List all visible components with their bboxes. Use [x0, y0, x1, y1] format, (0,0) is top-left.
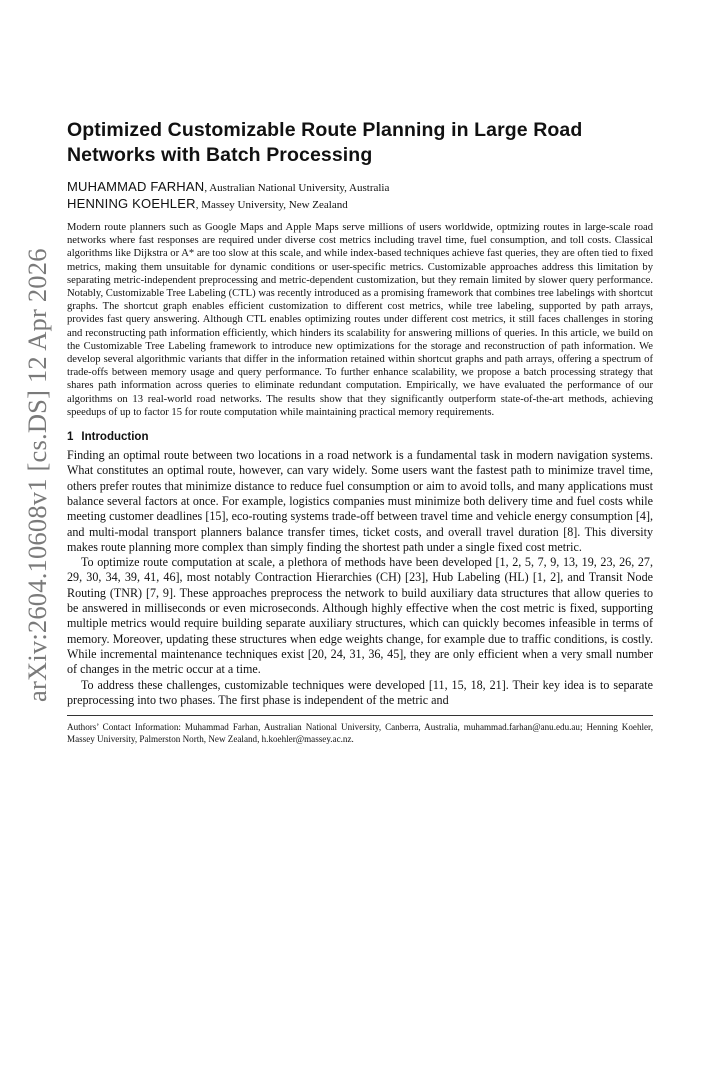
body-paragraph: To optimize route computation at scale, a plethora of methods have been developed [1, 2, 5, 7, 9, 13, 19, 23, 26, 27, 29, 30, 34, 39, 41, 46], most notably Contraction Hierarchies (CH) [23], Hub Labeling (HL) [1, 2], and Transit Node Routing (TNR) [7, 9]. These approaches preprocess the network to build auxiliary data structures that allow queries to be answered in milliseconds or even microseconds. Although highly effective when the cost metric is fixed, supporting multiple metrics would require building separate auxiliary structures, which can quickly becomes infeasible in terms of memory. Moreover, updating these structures when edge weights change, for example due to traffic conditions, is costly. While incremental maintenance techniques exist [20, 24, 31, 36, 45], they are only efficient when a very small number of changes in the metric occur at a time. [67, 555, 653, 677]
footnote-divider [67, 715, 653, 716]
section-heading [67, 430, 653, 444]
arxiv-identifier: arXiv:2604.10608v1 [cs.DS] 12 Apr 2026 [22, 248, 52, 702]
author-line [67, 179, 653, 196]
author-contact-footnote: Authors’ Contact Information: Muhammad Farhan, Australian National University, Canberra, Australia, muhammad.farhan@anu.edu.au; Henning Koehler, Massey University, Palmerston North, New Zealand, h.koehler@massey.ac.nz. [67, 722, 653, 745]
author-name: HENNING KOEHLER [67, 196, 196, 211]
body-paragraph: Finding an optimal route between two locations in a road network is a fundamental task in modern navigation systems. What constitutes an optimal route, however, can vary widely. Some users want the fastest path to minimize travel time, others prefer routes that minimize distance to reduce fuel consumption or aim to avoid tolls, and many applications must balance several factors at once. For example, logistics companies must minimize both delivery time and fuel costs while meeting customer deadlines [15], eco-routing systems trade-off between travel time and vehicle energy consumption [4], and multi-modal transport planners balance transfer times, ticket costs, and overall travel duration [8]. This diversity makes route planning more complex than simply finding the shortest path under a single fixed cost metric. [67, 448, 653, 554]
section-number: 1 [67, 431, 74, 444]
paper-content [67, 118, 653, 745]
author-line [67, 196, 653, 213]
author-affiliation: , Massey University, New Zealand [195, 199, 348, 211]
author-affiliation: , Australian National University, Australia [204, 182, 390, 194]
paper-title: Optimized Customizable Route Planning in Large Road Networks with Batch Processing [67, 119, 583, 166]
section-title: Introduction [81, 431, 149, 444]
author-name: MUHAMMAD FARHAN [67, 179, 205, 194]
abstract: Modern route planners such as Google Maps and Apple Maps serve millions of users worldwide, optmizing routes in large-scale road networks where fast responses are required under diverse cost metrics including travel time, fuel consumption, and toll costs. Classical algorithms like Dijkstra or A* are too slow at this scale, and while index-based techniques achieve fast queries, they are often tied to fixed metrics, making them unsuitable for dynamic conditions or user-specific metrics. Customizable approaches address this limitation by separating metric-independent preprocessing and metric-dependent customization, but they remain limited by slower query performance. Notably, Customizable Tree Labeling (CTL) was recently introduced as a promising framework that combines tree labelings with shortcut graphs. The shortcut graph enables efficient customization to different cost metrics, while tree labeling, supported by path arrays, provides fast query answering. Although CTL enables optimizing routes under different cost metrics, it still faces challenges in storing and reconstructing path information efficiently, which hinders its scalability for answering millions of queries. In this article, we build on the Customizable Tree Labeling framework to introduce new optimizations for the storage and reconstruction of path information. We develop several algorithmic variants that differ in the information retained within shortcut graphs and path arrays, offering a spectrum of trade-offs between memory usage and query performance. To further enhance scalability, we propose a batch processing strategy that shares path information across queries to eliminate redundant computation. Empirically, we have evaluated the performance of our algorithms on 13 real-world road networks. The results show that they significantly outperform state-of-the-art methods, achieving speedups of up to factor 15 for route computation while maintaining practical memory requirements. [67, 222, 653, 418]
body-paragraph: To address these challenges, customizable techniques were developed [11, 15, 18, 21]. Their key idea is to separate preprocessing into two phases. The first phase is independent of the metric and [67, 677, 653, 707]
